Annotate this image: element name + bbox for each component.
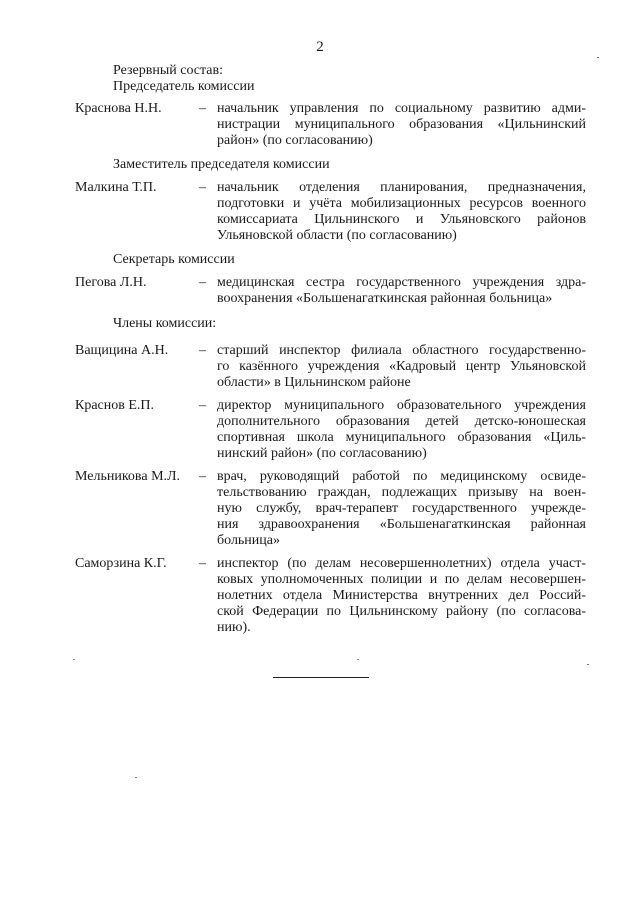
role-line: дополнительного образования детей детско-юношеская [217, 414, 586, 429]
closing-rule [273, 677, 369, 678]
scan-speck [357, 659, 359, 660]
person-name: Саморзина К.Г. [75, 556, 167, 571]
scan-speck [135, 777, 137, 778]
role-line: ную службу, врач-терапевт государственного учрежде- [217, 501, 586, 516]
person-role [217, 275, 586, 307]
page-number: 2 [316, 39, 324, 55]
role-line: медицинская сестра государственного учреждения здра- [217, 275, 586, 290]
role-line: области» в Цильнинском районе [217, 375, 411, 390]
entry-member [75, 469, 590, 559]
person-name: Краснов Е.П. [75, 398, 155, 413]
role-line: директор муниципального образовательного учреждения [217, 398, 586, 413]
dash: – [199, 556, 206, 571]
role-line: нолетних отдела Министерства внутренних дел Россий- [217, 588, 586, 603]
role-line: инспектор (по делам несовершеннолетних) отдела участ- [217, 556, 586, 571]
person-role [217, 180, 586, 244]
role-line: больница» [217, 533, 280, 548]
secretary-heading: Секретарь комиссии [113, 252, 235, 267]
entry-deputy [75, 180, 590, 260]
role-line: начальник управления по социальному развитию адми- [217, 101, 586, 116]
role-line: нинский район» (по согласованию) [217, 446, 427, 461]
scan-speck [597, 57, 599, 58]
deputy-heading: Заместитель председателя комиссии [113, 157, 330, 172]
person-name: Ващицина А.Н. [75, 343, 169, 358]
role-line: ковых уполномоченных полиции и по делам несовершен- [217, 572, 586, 587]
person-role [217, 556, 586, 636]
dash: – [199, 469, 206, 484]
person-name: Краснова Н.Н. [75, 101, 162, 116]
person-role [217, 343, 586, 391]
role-line: Ульяновской области (по согласованию) [217, 228, 457, 243]
role-line: старший инспектор филиала областного государственно- [217, 343, 586, 358]
dash: – [199, 343, 206, 358]
scan-speck [587, 664, 589, 665]
reserve-title: Резервный состав: [113, 63, 224, 78]
members-heading: Члены комиссии: [113, 316, 217, 331]
role-line: врач, руководящий работой по медицинскому освиде- [217, 469, 586, 484]
dash: – [199, 275, 206, 290]
role-line: го казённого учреждения «Кадровый центр Ульяновской [217, 359, 586, 374]
role-line: нию). [217, 620, 251, 635]
person-role [217, 469, 586, 549]
role-line: спортивная школа муниципального образования «Циль- [217, 430, 586, 445]
role-line: подготовки и учёта мобилизационных ресурсов военного [217, 196, 586, 211]
dash: – [199, 398, 206, 413]
person-role [217, 398, 586, 462]
dash: – [199, 180, 206, 195]
role-line: ния здравоохранения «Большенагаткинская районная [217, 517, 586, 532]
chair-heading: Председатель комиссии [113, 79, 255, 94]
person-name: Мельникова М.Л. [75, 469, 181, 484]
person-name: Пегова Л.Н. [75, 275, 147, 290]
entry-member [75, 398, 590, 478]
role-line: нистрации муниципального образования «Цильнинский [217, 117, 586, 132]
role-line: комиссариата Цильнинского и Ульяновского районов [217, 212, 586, 227]
role-line: ской Федерации по Цильнинскому району (по согласова- [217, 604, 586, 619]
role-line: район» (по согласованию) [217, 133, 373, 148]
dash: – [199, 101, 206, 116]
person-role [217, 101, 586, 149]
scan-speck [73, 659, 75, 660]
entry-member [75, 556, 590, 646]
person-name: Малкина Т.П. [75, 180, 157, 195]
role-line: тельствованию граждан, подлежащих призыву на воен- [217, 485, 586, 500]
role-line: начальник отделения планирования, предназначения, [217, 180, 586, 195]
role-line: воохранения «Большенагаткинская районная больница» [217, 291, 553, 306]
